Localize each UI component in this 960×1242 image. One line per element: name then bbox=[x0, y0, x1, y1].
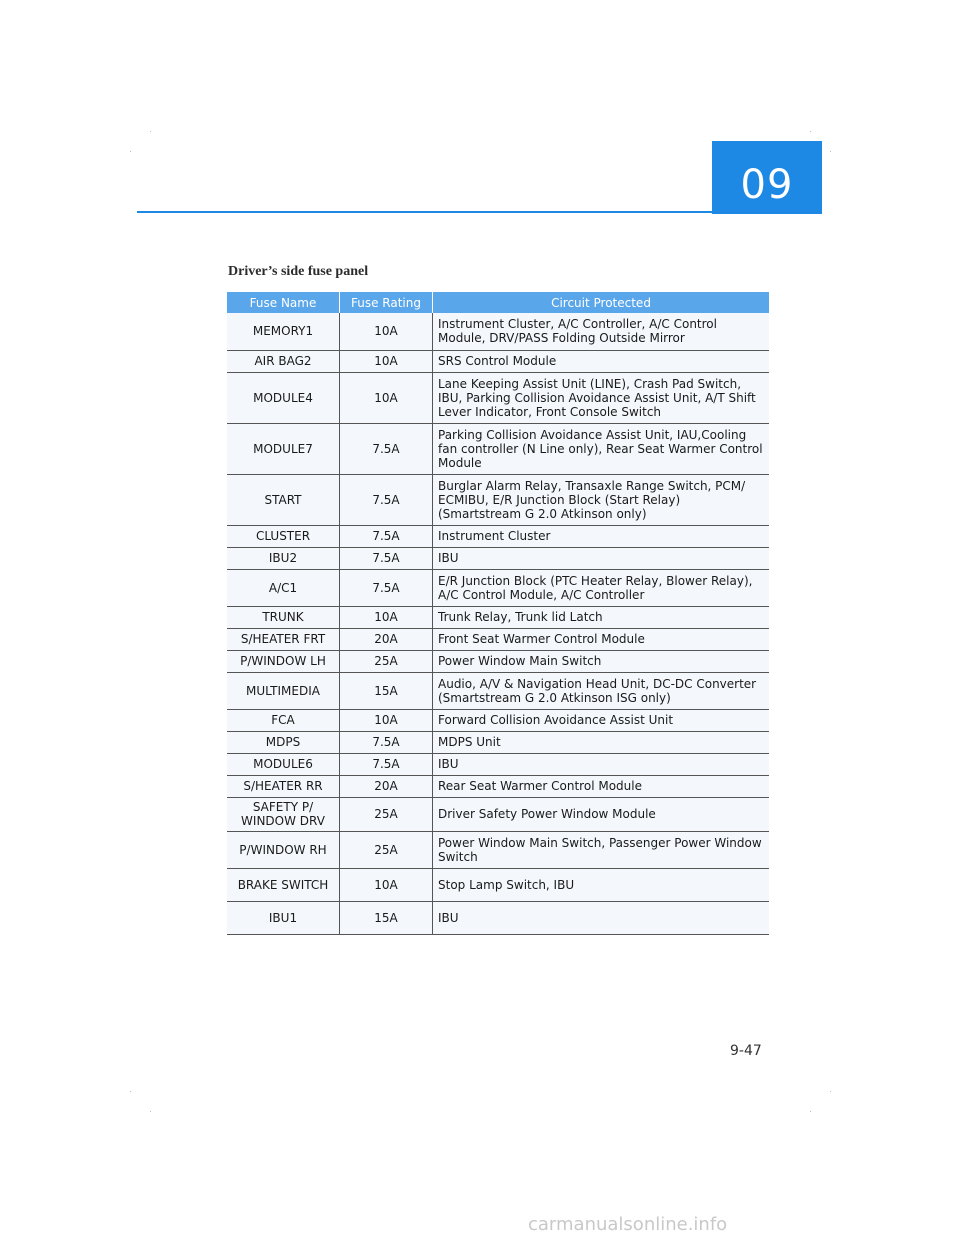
fuse-rating-cell: 7.5A bbox=[340, 423, 433, 474]
fuse-name-cell: BRAKE SWITCH bbox=[227, 868, 340, 901]
crop-mark bbox=[130, 1091, 131, 1092]
circuit-protected-cell: Instrument Cluster bbox=[433, 525, 770, 547]
fuse-rating-cell: 15A bbox=[340, 672, 433, 709]
table-row bbox=[227, 474, 769, 525]
fuse-name-cell: MEMORY1 bbox=[227, 313, 340, 350]
fuse-rating-cell: 10A bbox=[340, 868, 433, 901]
circuit-protected-cell: Audio, A/V & Navigation Head Unit, DC-DC Converter (Smartstream G 2.0 Atkinson ISG only) bbox=[433, 672, 770, 709]
fuse-name-cell: CLUSTER bbox=[227, 525, 340, 547]
circuit-protected-cell: Power Window Main Switch bbox=[433, 650, 770, 672]
table-row bbox=[227, 650, 769, 672]
fuse-rating-cell: 7.5A bbox=[340, 474, 433, 525]
fuse-name-cell: TRUNK bbox=[227, 606, 340, 628]
fuse-rating-cell: 10A bbox=[340, 313, 433, 350]
crop-mark bbox=[150, 1111, 151, 1112]
fuse-rating-cell: 7.5A bbox=[340, 569, 433, 606]
fuse-name-cell: IBU2 bbox=[227, 547, 340, 569]
crop-mark bbox=[810, 131, 811, 132]
table-row bbox=[227, 372, 769, 423]
table-row bbox=[227, 709, 769, 731]
fuse-rating-cell: 20A bbox=[340, 628, 433, 650]
table-row bbox=[227, 797, 769, 831]
header-rule bbox=[137, 211, 712, 213]
circuit-protected-cell: Parking Collision Avoidance Assist Unit, IAU,Cooling fan controller (N Line only), Rear Seat Warmer Control Module bbox=[433, 423, 770, 474]
circuit-protected-cell: Burglar Alarm Relay, Transaxle Range Switch, PCM/ ECMIBU, E/R Junction Block (Start Relay) (Smartstream G 2.0 Atkinson only) bbox=[433, 474, 770, 525]
circuit-protected-cell: Lane Keeping Assist Unit (LINE), Crash Pad Switch, IBU, Parking Collision Avoidance Assist Unit, A/T Shift Lever Indicator, Front Console Switch bbox=[433, 372, 770, 423]
fuse-rating-cell: 25A bbox=[340, 650, 433, 672]
fuse-rating-cell: 25A bbox=[340, 831, 433, 868]
circuit-protected-cell: Power Window Main Switch, Passenger Power Window Switch bbox=[433, 831, 770, 868]
circuit-protected-cell: IBU bbox=[433, 901, 770, 934]
circuit-protected-cell: Driver Safety Power Window Module bbox=[433, 797, 770, 831]
fuse-name-cell: START bbox=[227, 474, 340, 525]
circuit-protected-cell: Instrument Cluster, A/C Controller, A/C Control Module, DRV/PASS Folding Outside Mirror bbox=[433, 313, 770, 350]
crop-mark bbox=[130, 151, 131, 152]
section-title: Driver’s side fuse panel bbox=[228, 264, 369, 279]
fuse-rating-cell: 7.5A bbox=[340, 731, 433, 753]
fuse-name-cell: MULTIMEDIA bbox=[227, 672, 340, 709]
table-row bbox=[227, 423, 769, 474]
fuse-rating-cell: 10A bbox=[340, 709, 433, 731]
fuse-name-cell: P/WINDOW LH bbox=[227, 650, 340, 672]
fuse-table-header bbox=[227, 292, 769, 313]
table-row bbox=[227, 753, 769, 775]
fuse-name-cell: MDPS bbox=[227, 731, 340, 753]
fuse-table bbox=[227, 292, 769, 935]
chapter-number: 09 bbox=[740, 162, 794, 208]
circuit-protected-cell: Trunk Relay, Trunk lid Latch bbox=[433, 606, 770, 628]
fuse-name-cell: SAFETY P/ WINDOW DRV bbox=[227, 797, 340, 831]
fuse-name-cell: AIR BAG2 bbox=[227, 350, 340, 372]
crop-mark bbox=[810, 1111, 811, 1112]
crop-mark bbox=[150, 131, 151, 132]
circuit-protected-cell: IBU bbox=[433, 753, 770, 775]
fuse-rating-cell: 25A bbox=[340, 797, 433, 831]
circuit-protected-cell: IBU bbox=[433, 547, 770, 569]
header-fuse-rating: Fuse Rating bbox=[340, 292, 433, 313]
circuit-protected-cell: MDPS Unit bbox=[433, 731, 770, 753]
fuse-name-cell: MODULE6 bbox=[227, 753, 340, 775]
watermark: carmanualsonline.info bbox=[528, 1214, 728, 1235]
table-row bbox=[227, 547, 769, 569]
fuse-rating-cell: 10A bbox=[340, 372, 433, 423]
fuse-rating-cell: 20A bbox=[340, 775, 433, 797]
table-row bbox=[227, 350, 769, 372]
table-row bbox=[227, 731, 769, 753]
fuse-rating-cell: 7.5A bbox=[340, 525, 433, 547]
table-row bbox=[227, 525, 769, 547]
table-row bbox=[227, 569, 769, 606]
circuit-protected-cell: Stop Lamp Switch, IBU bbox=[433, 868, 770, 901]
fuse-table-body bbox=[227, 313, 769, 934]
header-circuit-protected: Circuit Protected bbox=[433, 292, 770, 313]
crop-mark bbox=[830, 1091, 831, 1092]
table-row bbox=[227, 775, 769, 797]
table-row bbox=[227, 628, 769, 650]
circuit-protected-cell: E/R Junction Block (PTC Heater Relay, Blower Relay), A/C Control Module, A/C Controller bbox=[433, 569, 770, 606]
fuse-name-cell: A/C1 bbox=[227, 569, 340, 606]
fuse-rating-cell: 10A bbox=[340, 350, 433, 372]
table-row bbox=[227, 901, 769, 934]
fuse-name-cell: S/HEATER FRT bbox=[227, 628, 340, 650]
fuse-rating-cell: 7.5A bbox=[340, 547, 433, 569]
table-row bbox=[227, 868, 769, 901]
circuit-protected-cell: Front Seat Warmer Control Module bbox=[433, 628, 770, 650]
fuse-name-cell: MODULE7 bbox=[227, 423, 340, 474]
chapter-tab bbox=[712, 141, 822, 214]
fuse-rating-cell: 7.5A bbox=[340, 753, 433, 775]
table-row bbox=[227, 313, 769, 350]
fuse-name-cell: S/HEATER RR bbox=[227, 775, 340, 797]
crop-mark bbox=[830, 151, 831, 152]
circuit-protected-cell: SRS Control Module bbox=[433, 350, 770, 372]
fuse-rating-cell: 10A bbox=[340, 606, 433, 628]
circuit-protected-cell: Forward Collision Avoidance Assist Unit bbox=[433, 709, 770, 731]
circuit-protected-cell: Rear Seat Warmer Control Module bbox=[433, 775, 770, 797]
table-row bbox=[227, 606, 769, 628]
fuse-name-cell: P/WINDOW RH bbox=[227, 831, 340, 868]
fuse-rating-cell: 15A bbox=[340, 901, 433, 934]
table-row bbox=[227, 672, 769, 709]
header-fuse-name: Fuse Name bbox=[227, 292, 340, 313]
table-row bbox=[227, 831, 769, 868]
fuse-name-cell: FCA bbox=[227, 709, 340, 731]
page-number: 9-47 bbox=[730, 1043, 762, 1059]
fuse-name-cell: IBU1 bbox=[227, 901, 340, 934]
fuse-name-cell: MODULE4 bbox=[227, 372, 340, 423]
